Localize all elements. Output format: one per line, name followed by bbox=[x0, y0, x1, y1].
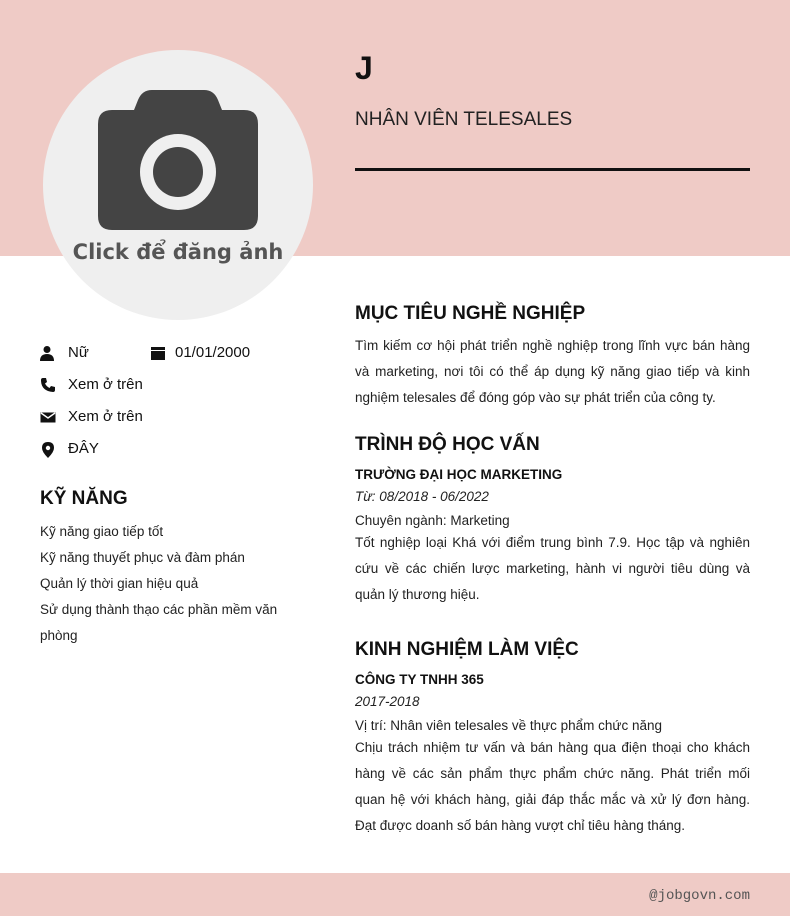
address-row bbox=[40, 439, 240, 459]
experience-position: Vị trí: Nhân viên telesales về thực phẩm chức năng bbox=[355, 718, 662, 733]
avatar-upload[interactable] bbox=[43, 50, 313, 320]
gender-value: Nữ bbox=[68, 344, 89, 361]
experience-period: 2017-2018 bbox=[355, 694, 420, 709]
school-name: TRƯỜNG ĐẠI HỌC MARKETING bbox=[355, 467, 563, 482]
skills-heading: KỸ NĂNG bbox=[40, 488, 128, 509]
birthdate-row bbox=[150, 343, 280, 363]
skills-list bbox=[40, 519, 300, 649]
phone-row bbox=[40, 375, 240, 395]
camera-icon bbox=[98, 90, 258, 230]
experience-heading: KINH NGHIỆM LÀM VIỆC bbox=[355, 639, 579, 660]
birthdate-value: 01/01/2000 bbox=[175, 344, 251, 361]
objective-heading: MỤC TIÊU NGHỀ NGHIỆP bbox=[355, 303, 586, 324]
mail-icon bbox=[40, 409, 56, 425]
education-heading: TRÌNH ĐỘ HỌC VẤN bbox=[355, 434, 540, 455]
company-name: CÔNG TY TNHH 365 bbox=[355, 672, 484, 687]
candidate-name: J bbox=[355, 50, 373, 86]
footer-watermark: @jobgovn.com bbox=[649, 888, 750, 904]
skill-item: Kỹ năng thuyết phục và đàm phán bbox=[40, 550, 245, 565]
skill-item: Sử dụng thành thạo các phần mềm văn phòng bbox=[40, 602, 278, 643]
email-row bbox=[40, 407, 240, 427]
person-icon bbox=[40, 345, 56, 361]
gender-row bbox=[40, 343, 150, 363]
phone-icon bbox=[40, 377, 56, 393]
location-pin-icon bbox=[40, 441, 56, 459]
objective-text: Tìm kiếm cơ hội phát triển nghề nghiệp trong lĩnh vực bán hàng và marketing, nơi tôi có thể áp dụng kỹ năng giao tiếp và kinh nghiệm telesales để đóng góp vào sự phát triển của công ty. bbox=[355, 338, 750, 405]
experience-section bbox=[355, 639, 750, 839]
title-divider bbox=[355, 168, 750, 171]
education-major: Chuyên ngành: Marketing bbox=[355, 513, 510, 528]
skill-item: Quản lý thời gian hiệu quả bbox=[40, 576, 199, 591]
job-title: NHÂN VIÊN TELESALES bbox=[355, 109, 573, 130]
objective-section bbox=[355, 303, 750, 411]
education-period: Từ: 08/2018 - 06/2022 bbox=[355, 489, 489, 504]
education-description: Tốt nghiệp loại Khá với điểm trung bình 7.9. Học tập và nghiên cứu về các chiến lược marketing, hành vi người tiêu dùng và quản lý thương hiệu. bbox=[355, 535, 750, 602]
education-section bbox=[355, 434, 750, 608]
email-value: Xem ở trên bbox=[68, 408, 143, 425]
avatar-caption: Click để đăng ảnh bbox=[72, 240, 284, 264]
experience-description: Chịu trách nhiệm tư vấn và bán hàng qua điện thoại cho khách hàng về các sản phẩm thực phẩm chức năng. Phát triển mối quan hệ với khách hàng, giải đáp thắc mắc và xử lý đơn hàng. Đạt được doanh số bán hàng vượt chỉ tiêu hàng tháng. bbox=[355, 740, 750, 833]
skill-item: Kỹ năng giao tiếp tốt bbox=[40, 524, 164, 539]
address-value: ĐÂY bbox=[68, 440, 99, 457]
phone-value: Xem ở trên bbox=[68, 376, 143, 393]
calendar-icon bbox=[150, 345, 166, 361]
